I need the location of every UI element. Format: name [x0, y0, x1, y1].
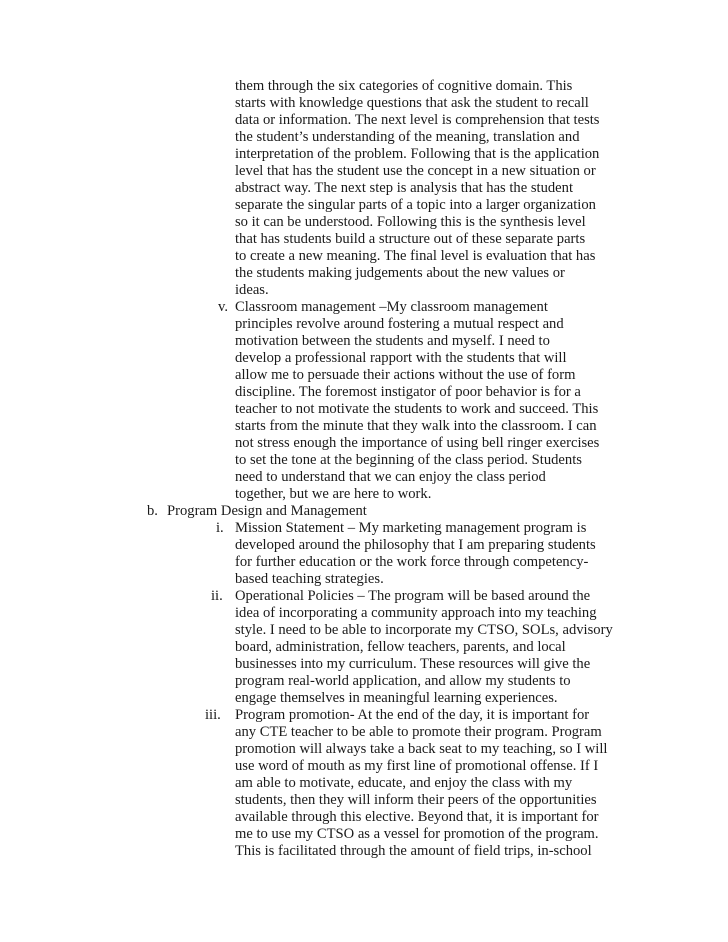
list-item-line: Program promotion- At the end of the day, it is important for	[235, 707, 590, 723]
list-marker: iii.	[205, 707, 221, 723]
paragraph-line: level that has the student use the concept in a new situation or	[235, 163, 596, 179]
paragraph-line: to create a new meaning. The final level is evaluation that has	[235, 248, 596, 264]
list-item-line: businesses into my curriculum. These resources will give the	[235, 656, 591, 672]
list-item-line: available through this elective. Beyond that, it is important for	[235, 809, 599, 825]
paragraph-line: that has students build a structure out of these separate parts	[235, 231, 586, 247]
paragraph-line: abstract way. The next step is analysis that has the student	[235, 180, 574, 196]
list-item-line: Operational Policies – The program will be based around the	[235, 588, 591, 604]
list-marker: v.	[218, 299, 228, 315]
list-item-line: style. I need to be able to incorporate my CTSO, SOLs, advisory	[235, 622, 613, 638]
list-marker: ii.	[211, 588, 223, 604]
list-item-line: motivation between the students and myself. I need to	[235, 333, 550, 349]
section-heading: Program Design and Management	[167, 503, 367, 519]
list-item-line: starts from the minute that they walk into the classroom. I can	[235, 418, 597, 434]
list-marker: i.	[216, 520, 224, 536]
list-item-line: based teaching strategies.	[235, 571, 384, 587]
list-item-line: me to use my CTSO as a vessel for promotion of the program.	[235, 826, 599, 842]
list-item-line: not stress enough the importance of using bell ringer exercises	[235, 435, 600, 451]
list-item-line: need to understand that we can enjoy the class period	[235, 469, 546, 485]
list-item-line: develop a professional rapport with the students that will	[235, 350, 567, 366]
list-item-line: for further education or the work force through competency-	[235, 554, 589, 570]
list-item-line: Classroom management –My classroom management	[235, 299, 548, 315]
list-item-line: discipline. The foremost instigator of poor behavior is for a	[235, 384, 581, 400]
list-item-line: together, but we are here to work.	[235, 486, 432, 502]
list-item-line: promotion will always take a back seat to my teaching, so I will	[235, 741, 608, 757]
list-item-line: Mission Statement – My marketing management program is	[235, 520, 587, 536]
list-item-line: engage themselves in meaningful learning experiences.	[235, 690, 558, 706]
paragraph-line: interpretation of the problem. Following that is the application	[235, 146, 600, 162]
list-item-line: am able to motivate, educate, and enjoy the class with my	[235, 775, 573, 791]
paragraph-line: separate the singular parts of a topic into a larger organization	[235, 197, 596, 213]
list-item-line: to set the tone at the beginning of the class period. Students	[235, 452, 582, 468]
list-item-line: principles revolve around fostering a mutual respect and	[235, 316, 564, 332]
paragraph-line: starts with knowledge questions that ask the student to recall	[235, 95, 589, 111]
list-item-line: any CTE teacher to be able to promote their program. Program	[235, 724, 602, 740]
paragraph-line: the students making judgements about the new values or	[235, 265, 565, 281]
list-item-line: teacher to not motivate the students to work and succeed. This	[235, 401, 599, 417]
section-marker: b.	[147, 503, 158, 519]
list-item-line: use word of mouth as my first line of promotional offense. If I	[235, 758, 599, 774]
list-item-line: allow me to persuade their actions without the use of form	[235, 367, 576, 383]
paragraph-line: the student’s understanding of the meaning, translation and	[235, 129, 580, 145]
list-item-line: program real-world application, and allow my students to	[235, 673, 571, 689]
list-item-line: students, then they will inform their peers of the opportunities	[235, 792, 597, 808]
list-item-line: This is facilitated through the amount of field trips, in-school	[235, 843, 592, 859]
paragraph-line: so it can be understood. Following this is the synthesis level	[235, 214, 586, 230]
paragraph-line: ideas.	[235, 282, 269, 298]
paragraph-line: them through the six categories of cognitive domain. This	[235, 78, 573, 94]
list-item-line: board, administration, fellow teachers, parents, and local	[235, 639, 566, 655]
list-item-line: developed around the philosophy that I am preparing students	[235, 537, 596, 553]
list-item-line: idea of incorporating a community approach into my teaching	[235, 605, 597, 621]
paragraph-line: data or information. The next level is comprehension that tests	[235, 112, 600, 128]
